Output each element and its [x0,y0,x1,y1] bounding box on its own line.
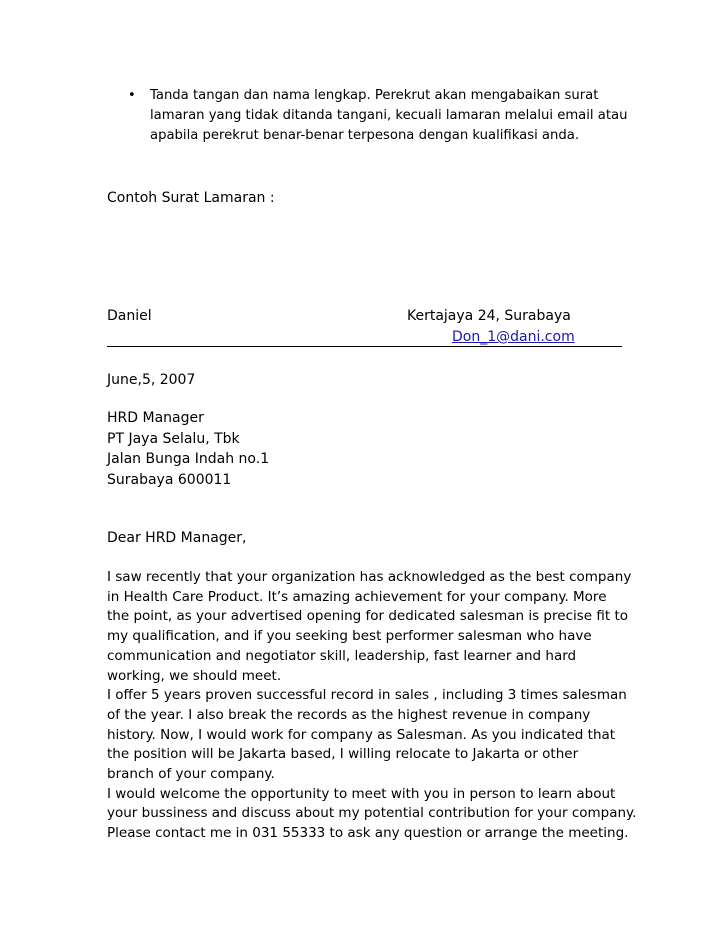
bullet-text [150,86,627,146]
body-line: your bussiness and discuss about my potential contribution for your company. [107,805,637,822]
recipient-line: PT Jaya Selalu, Tbk [107,430,240,447]
letterhead-divider [107,346,622,347]
body-line: my qualification, and if you seeking best performer salesman who have [107,628,592,645]
body-line: the position will be Jakarta based, I willing relocate to Jakarta or other [107,746,579,763]
body-line: in Health Care Product. It’s amazing achievement for your company. More [107,588,607,605]
letter-date: June,5, 2007 [107,372,196,388]
body-line: Please contact me in 031 55333 to ask any question or arrange the meeting. [107,825,629,842]
recipient-line: Jalan Bunga Indah no.1 [107,451,270,467]
recipient-line: HRD Manager [107,410,204,426]
body-line: I would welcome the opportunity to meet with you in person to learn about [107,785,616,802]
body-line: I saw recently that your organization has acknowledged as the best company [107,569,632,585]
body-line: of the year. I also break the records as the highest revenue in company [107,706,591,723]
body-line: working, we should meet. [107,667,282,684]
body-line: the point, as your advertised opening for dedicated salesman is precise fit to [107,608,629,625]
recipient-block [107,408,269,490]
letter-body [107,568,637,844]
letter-greeting: Dear HRD Manager, [107,530,247,546]
recipient-line: Surabaya 600011 [107,471,232,488]
sender-email-link[interactable]: Don_1@dani.com [452,329,575,345]
sender-name: Daniel [107,308,152,324]
body-line: branch of your company. [107,766,275,783]
bullet-line: Tanda tangan dan nama lengkap. Perekrut akan mengabaikan surat [150,88,599,103]
sample-letter-heading: Contoh Surat Lamaran : [107,190,275,206]
bullet-line: apabila perekrut benar-benar terpesona dengan kualifikasi anda. [150,128,580,143]
body-line: I offer 5 years proven successful record in sales , including 3 times salesman [107,687,627,704]
sender-address: Kertajaya 24, Surabaya [407,308,571,324]
bullet-symbol: • [128,88,136,103]
body-line: history. Now, I would work for company as Salesman. As you indicated that [107,726,616,743]
bullet-line: lamaran yang tidak ditanda tangani, kecuali lamaran melalui email atau [150,108,628,123]
body-line: communication and negotiator skill, leadership, fast learner and hard [107,647,577,664]
